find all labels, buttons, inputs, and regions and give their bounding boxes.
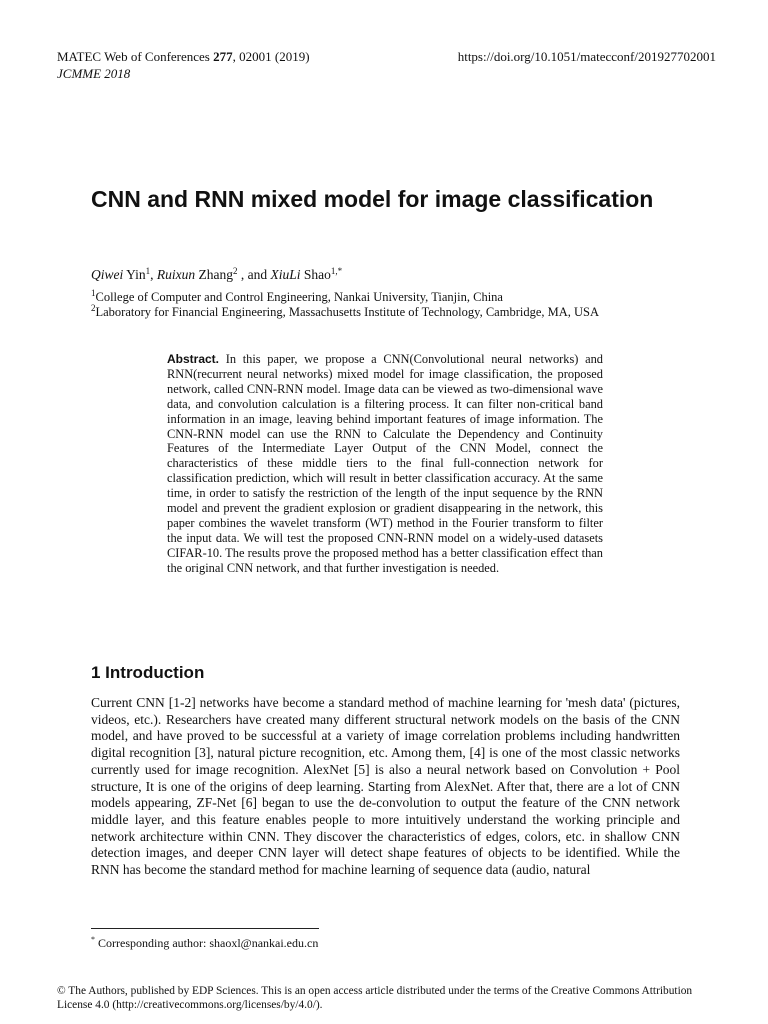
abstract-text: In this paper, we propose a CNN(Convolutional neural networks) and RNN(recurrent neural networks) mixed model for image classification, the proposed network, called CNN-RNN model. Image data can be viewed as two-dimensional wave data, and convolution calculation is a filtering process. It can filter non-critical band information in an image, leaving behind important features of image information. The CNN-RNN model can use the RNN to Calculate the Dependency and Continuity Features of the Intermediate Layer Output of the CNN Model, connect the characteristics of these middle tiers to the final full-connection network for classification prediction, which will result in better classification accuracy. At the same time, in order to satisfy the restriction of the length of the input sequence by the RNN model and prevent the gradient explosion or gradient disappearing in the network, this paper combines the wavelet transform (WT) method in the Fourier transform to filter the input data. We will test the proposed CNN-RNN model on a widely-used datasets CIFAR-10. The results prove the proposed method has a better classification effect than the original CNN network, and that further investigation is needed. — [167, 352, 603, 575]
conference-name: JCMME 2018 — [57, 66, 131, 81]
affiliation: $^2$Laboratory for Financial Engineering, Massachusetts Institute of Technology, Cambridge, MA, USA — [91, 303, 600, 319]
paper-title: CNN and RNN mixed model for image classification — [91, 186, 654, 212]
abstract-label: Abstract. — [167, 352, 220, 366]
section-body: Current CNN [1-2] networks have become a standard method of machine learning for 'mesh data' (pictures, videos, etc.). Researchers have created many different structural network models on the basis of the CNN model, and have proved to be successful at a variety of image correlation problems including handwritten digital recognition [3], natural picture recognition, etc. Among them, [4] is one of the most classic networks currently used for image recognition. AlexNet [5] is also a neural network based on Convolution + Pool structure, It is one of the origins of deep learning. Starting from AlexNet. After that, there are a lot of CNN models appearing, ZF-Net [6] began to use the de-convolution to output the feature of the CNN network middle layer, and this feature enables people to more intuitively understand the working principle and network architecture within CNN. They discover the characteristics of edges, colors, etc. in shallow CNN detection images, and deeper CNN layer will detect shape features of objects to be identified. While the RNN has become the standard method for machine learning of sequence data (audio, natural — [91, 695, 680, 878]
author: Ruixun Zhang$^2$ — [156, 266, 238, 282]
section-heading: 1 Introduction — [91, 663, 205, 682]
volume-number: 277 — [213, 49, 233, 64]
footnote-divider — [91, 928, 319, 929]
author: Qiwei Yin$^1$ — [91, 266, 151, 282]
affiliation: $^1$College of Computer and Control Engineering, Nankai University, Tianjin, China — [91, 288, 503, 304]
doi-link[interactable]: https://doi.org/10.1051/matecconf/201927702001 — [457, 49, 716, 64]
footnote: * Corresponding author: shaoxl@nankai.edu.cn — [91, 935, 319, 950]
affiliation-list — [91, 290, 599, 320]
journal-citation: MATEC Web of Conferences 277, 02001 (2019) — [57, 49, 310, 64]
license-notice: © The Authors, published by EDP Sciences. This is an open access article distributed under the terms of the Creative Commons Attribution License 4.0 (http://creativecommons.org/licenses/by/4.0/). — [57, 985, 693, 1011]
author-list: Qiwei Yin$^1$, Ruixun Zhang$^2$ , and XiuLi Shao$^{1,*}$ — [91, 266, 343, 282]
running-header — [57, 48, 310, 82]
author: XiuLi Shao$^{1,*}$ — [270, 266, 343, 282]
abstract — [167, 352, 603, 576]
